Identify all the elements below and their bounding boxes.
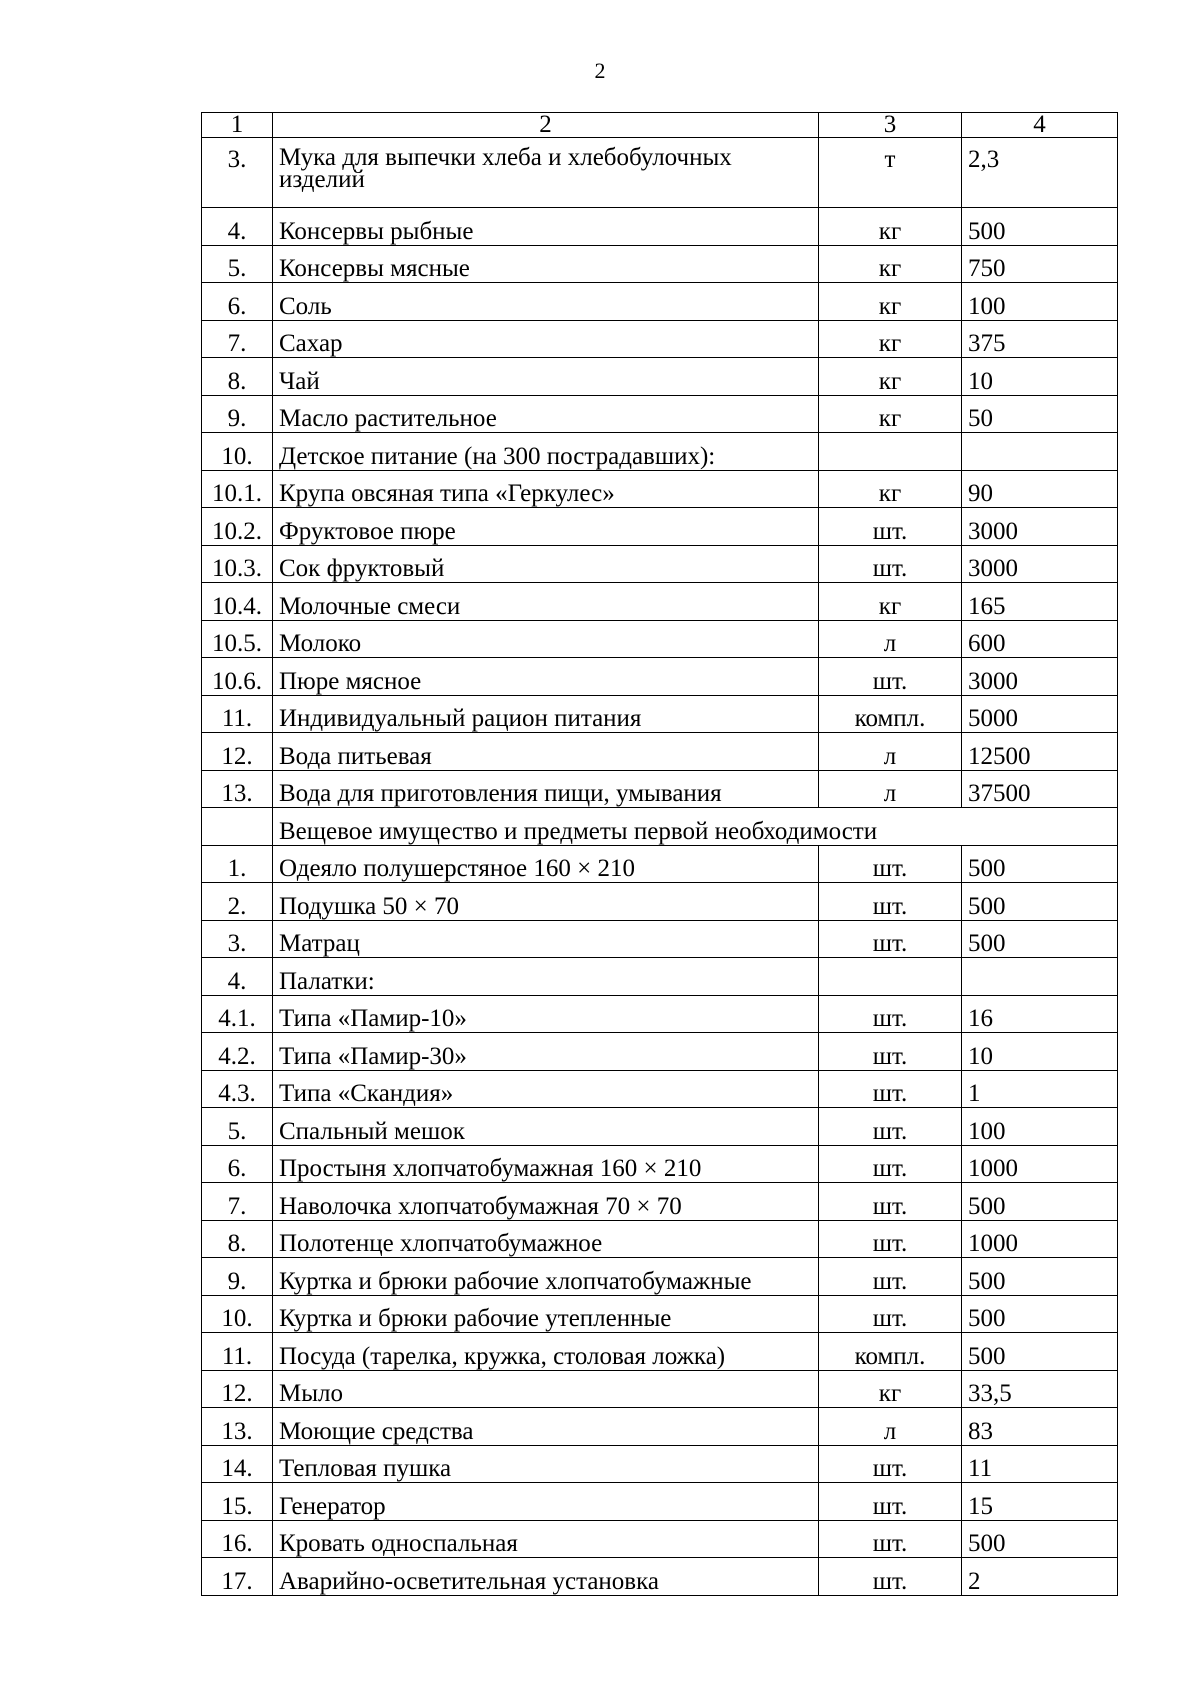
item-unit: кг xyxy=(819,1370,962,1408)
item-name: Молочные смеси xyxy=(273,583,819,621)
column-number-1: 1 xyxy=(202,113,273,138)
item-number: 7. xyxy=(202,1183,273,1221)
item-unit: шт. xyxy=(819,1520,962,1558)
item-name: Пюре мясное xyxy=(273,658,819,696)
item-name: Индивидуальный рацион питания xyxy=(273,695,819,733)
item-unit: шт. xyxy=(819,1033,962,1071)
item-unit: кг xyxy=(819,358,962,396)
item-quantity: 15 xyxy=(962,1483,1118,1521)
item-unit: кг xyxy=(819,245,962,283)
item-quantity: 37500 xyxy=(962,770,1118,808)
item-number: 4.3. xyxy=(202,1070,273,1108)
item-number: 6. xyxy=(202,283,273,321)
item-name: Сок фруктовый xyxy=(273,545,819,583)
item-number: 12. xyxy=(202,1370,273,1408)
item-quantity: 3000 xyxy=(962,658,1118,696)
column-number-row xyxy=(202,113,1118,138)
item-unit: кг xyxy=(819,395,962,433)
item-name: Сахар xyxy=(273,320,819,358)
item-unit: шт. xyxy=(819,1183,962,1221)
item-unit: шт. xyxy=(819,1483,962,1521)
section-number-cell xyxy=(202,808,273,846)
table-row xyxy=(202,695,1118,733)
item-quantity: 2,3 xyxy=(962,138,1118,208)
item-unit: кг xyxy=(819,320,962,358)
item-quantity: 1000 xyxy=(962,1145,1118,1183)
item-quantity: 100 xyxy=(962,283,1118,321)
item-number: 10. xyxy=(202,433,273,471)
table-row xyxy=(202,995,1118,1033)
item-unit: шт. xyxy=(819,658,962,696)
item-name: Соль xyxy=(273,283,819,321)
item-unit: кг xyxy=(819,583,962,621)
table-row xyxy=(202,508,1118,546)
item-quantity: 10 xyxy=(962,1033,1118,1071)
table-row xyxy=(202,1370,1118,1408)
item-name: Консервы рыбные xyxy=(273,208,819,246)
item-name: Типа «Памир-10» xyxy=(273,995,819,1033)
item-quantity: 100 xyxy=(962,1108,1118,1146)
item-quantity: 500 xyxy=(962,1520,1118,1558)
item-number: 10.3. xyxy=(202,545,273,583)
item-number: 4. xyxy=(202,958,273,996)
item-unit: шт. xyxy=(819,1070,962,1108)
item-unit: шт. xyxy=(819,508,962,546)
item-number: 10.5. xyxy=(202,620,273,658)
item-unit: шт. xyxy=(819,1220,962,1258)
table-row xyxy=(202,658,1118,696)
item-name: Куртка и брюки рабочие утепленные xyxy=(273,1295,819,1333)
item-name: Подушка 50 × 70 xyxy=(273,883,819,921)
table-row xyxy=(202,845,1118,883)
item-quantity: 500 xyxy=(962,1258,1118,1296)
item-name: Куртка и брюки рабочие хлопчатобумажные xyxy=(273,1258,819,1296)
item-number: 11. xyxy=(202,1333,273,1371)
item-unit: компл. xyxy=(819,695,962,733)
item-name: Простыня хлопчатобумажная 160 × 210 xyxy=(273,1145,819,1183)
supply-table xyxy=(201,112,1118,1596)
item-quantity: 375 xyxy=(962,320,1118,358)
item-quantity xyxy=(962,958,1118,996)
item-number: 1. xyxy=(202,845,273,883)
column-number-4: 4 xyxy=(962,113,1118,138)
item-unit: шт. xyxy=(819,1295,962,1333)
item-quantity xyxy=(962,433,1118,471)
table-row xyxy=(202,208,1118,246)
item-quantity: 1 xyxy=(962,1070,1118,1108)
item-quantity: 500 xyxy=(962,920,1118,958)
table-row xyxy=(202,245,1118,283)
table-row xyxy=(202,1445,1118,1483)
section-title: Вещевое имущество и предметы первой необходимости xyxy=(273,808,1118,846)
table-row xyxy=(202,1183,1118,1221)
item-quantity: 165 xyxy=(962,583,1118,621)
item-quantity: 500 xyxy=(962,1183,1118,1221)
item-name: Масло растительное xyxy=(273,395,819,433)
item-number: 14. xyxy=(202,1445,273,1483)
table-row xyxy=(202,1295,1118,1333)
item-number: 16. xyxy=(202,1520,273,1558)
item-quantity: 500 xyxy=(962,208,1118,246)
item-name: Крупа овсяная типа «Геркулес» xyxy=(273,470,819,508)
item-unit: компл. xyxy=(819,1333,962,1371)
item-number: 3. xyxy=(202,920,273,958)
item-name: Одеяло полушерстяное 160 × 210 xyxy=(273,845,819,883)
item-number: 3. xyxy=(202,138,273,208)
table-row xyxy=(202,1108,1118,1146)
item-unit: кг xyxy=(819,470,962,508)
item-name: Чай xyxy=(273,358,819,396)
table-row xyxy=(202,1558,1118,1596)
item-name: Полотенце хлопчатобумажное xyxy=(273,1220,819,1258)
item-quantity: 90 xyxy=(962,470,1118,508)
item-quantity: 3000 xyxy=(962,545,1118,583)
page-number: 2 xyxy=(594,58,606,83)
item-number: 10.4. xyxy=(202,583,273,621)
item-quantity: 500 xyxy=(962,883,1118,921)
table-row xyxy=(202,1258,1118,1296)
item-name: Детское питание (на 300 пострадавших): xyxy=(273,433,819,471)
item-name: Типа «Памир-30» xyxy=(273,1033,819,1071)
item-unit xyxy=(819,958,962,996)
table-row xyxy=(202,395,1118,433)
item-quantity: 83 xyxy=(962,1408,1118,1446)
item-number: 13. xyxy=(202,770,273,808)
table-row xyxy=(202,733,1118,771)
item-number: 5. xyxy=(202,1108,273,1146)
item-number: 10. xyxy=(202,1295,273,1333)
supply-table-body xyxy=(202,113,1118,1596)
item-name: Матрац xyxy=(273,920,819,958)
item-unit: кг xyxy=(819,208,962,246)
item-unit: л xyxy=(819,1408,962,1446)
item-quantity: 12500 xyxy=(962,733,1118,771)
table-row xyxy=(202,1145,1118,1183)
table-row xyxy=(202,1483,1118,1521)
item-name: Молоко xyxy=(273,620,819,658)
item-quantity: 11 xyxy=(962,1445,1118,1483)
item-number: 17. xyxy=(202,1558,273,1596)
table-row xyxy=(202,583,1118,621)
item-number: 2. xyxy=(202,883,273,921)
column-number-2: 2 xyxy=(273,113,819,138)
item-number: 5. xyxy=(202,245,273,283)
item-quantity: 3000 xyxy=(962,508,1118,546)
table-row xyxy=(202,1220,1118,1258)
table-row xyxy=(202,1408,1118,1446)
item-unit: шт. xyxy=(819,883,962,921)
table-row xyxy=(202,770,1118,808)
item-number: 10.6. xyxy=(202,658,273,696)
item-quantity: 500 xyxy=(962,845,1118,883)
item-number: 9. xyxy=(202,1258,273,1296)
item-unit xyxy=(819,433,962,471)
item-name: Фруктовое пюре xyxy=(273,508,819,546)
item-number: 4. xyxy=(202,208,273,246)
table-row xyxy=(202,958,1118,996)
item-name: Кровать односпальная xyxy=(273,1520,819,1558)
table-row xyxy=(202,545,1118,583)
item-number: 8. xyxy=(202,358,273,396)
table-row xyxy=(202,358,1118,396)
item-number: 4.1. xyxy=(202,995,273,1033)
item-name: Аварийно-осветительная установка xyxy=(273,1558,819,1596)
item-number: 10.2. xyxy=(202,508,273,546)
item-quantity: 2 xyxy=(962,1558,1118,1596)
item-number: 6. xyxy=(202,1145,273,1183)
table-row xyxy=(202,1070,1118,1108)
item-unit: шт. xyxy=(819,1258,962,1296)
item-name: Палатки: xyxy=(273,958,819,996)
item-unit: т xyxy=(819,138,962,208)
item-quantity: 750 xyxy=(962,245,1118,283)
item-number: 8. xyxy=(202,1220,273,1258)
item-name: Моющие средства xyxy=(273,1408,819,1446)
item-unit: шт. xyxy=(819,1445,962,1483)
item-unit: шт. xyxy=(819,1108,962,1146)
table-row xyxy=(202,320,1118,358)
item-name: Спальный мешок xyxy=(273,1108,819,1146)
item-unit: шт. xyxy=(819,1145,962,1183)
item-number: 11. xyxy=(202,695,273,733)
table-row xyxy=(202,433,1118,471)
item-name: Наволочка хлопчатобумажная 70 × 70 xyxy=(273,1183,819,1221)
item-name: Генератор xyxy=(273,1483,819,1521)
item-unit: шт. xyxy=(819,1558,962,1596)
item-quantity: 5000 xyxy=(962,695,1118,733)
item-unit: шт. xyxy=(819,920,962,958)
table-row xyxy=(202,283,1118,321)
item-unit: л xyxy=(819,770,962,808)
item-name: Мыло xyxy=(273,1370,819,1408)
column-number-3: 3 xyxy=(819,113,962,138)
table-row xyxy=(202,138,1118,208)
item-quantity: 10 xyxy=(962,358,1118,396)
item-name: Вода питьевая xyxy=(273,733,819,771)
item-number: 4.2. xyxy=(202,1033,273,1071)
item-unit: шт. xyxy=(819,845,962,883)
item-unit: шт. xyxy=(819,995,962,1033)
item-number: 15. xyxy=(202,1483,273,1521)
item-number: 12. xyxy=(202,733,273,771)
item-unit: шт. xyxy=(819,545,962,583)
item-name: Консервы мясные xyxy=(273,245,819,283)
item-number: 13. xyxy=(202,1408,273,1446)
item-quantity: 33,5 xyxy=(962,1370,1118,1408)
item-number: 10.1. xyxy=(202,470,273,508)
item-name: Посуда (тарелка, кружка, столовая ложка) xyxy=(273,1333,819,1371)
item-quantity: 16 xyxy=(962,995,1118,1033)
section-row xyxy=(202,808,1118,846)
item-quantity: 600 xyxy=(962,620,1118,658)
table-row xyxy=(202,1333,1118,1371)
item-number: 9. xyxy=(202,395,273,433)
item-name: Тепловая пушка xyxy=(273,1445,819,1483)
item-quantity: 500 xyxy=(962,1295,1118,1333)
item-unit: кг xyxy=(819,283,962,321)
table-row xyxy=(202,1520,1118,1558)
table-row xyxy=(202,470,1118,508)
item-quantity: 500 xyxy=(962,1333,1118,1371)
item-name: Мука для выпечки хлеба и хлебобулочных изделий xyxy=(273,138,819,208)
item-quantity: 1000 xyxy=(962,1220,1118,1258)
item-quantity: 50 xyxy=(962,395,1118,433)
table-row xyxy=(202,883,1118,921)
item-name: Вода для приготовления пищи, умывания xyxy=(273,770,819,808)
item-name: Типа «Скандия» xyxy=(273,1070,819,1108)
table-row xyxy=(202,920,1118,958)
table-row xyxy=(202,1033,1118,1071)
item-unit: л xyxy=(819,733,962,771)
item-unit: л xyxy=(819,620,962,658)
item-number: 7. xyxy=(202,320,273,358)
table-row xyxy=(202,620,1118,658)
